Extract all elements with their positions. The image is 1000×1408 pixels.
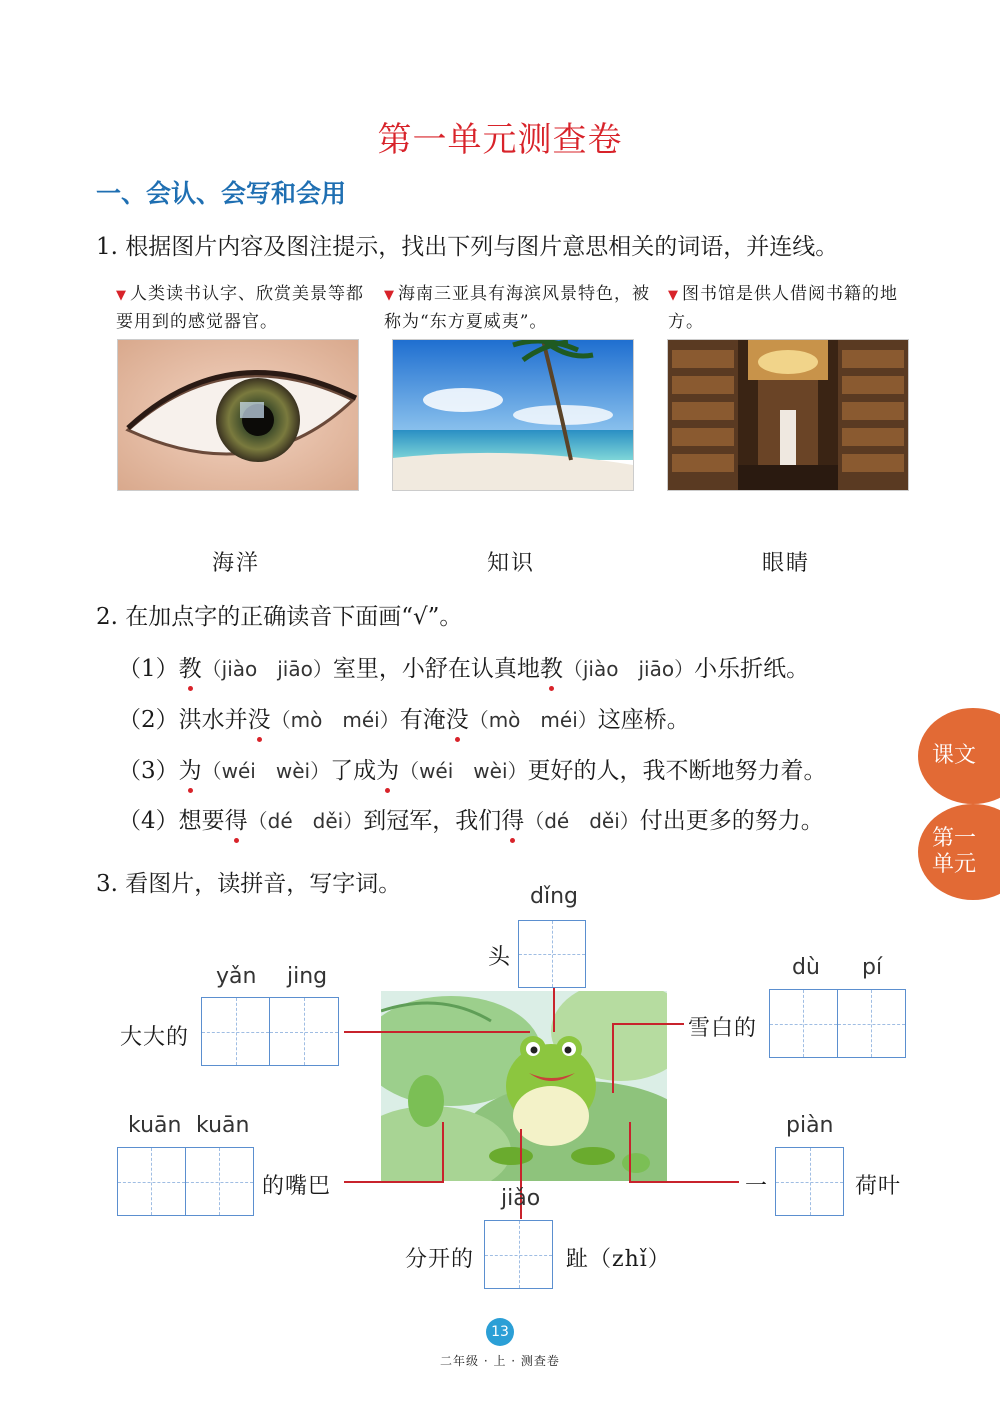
- dotted-char: 教: [539, 656, 563, 682]
- eye-photo: [117, 339, 359, 491]
- label-tou: 头: [488, 945, 512, 970]
- pinyin-choices[interactable]: （dé děi）: [247, 809, 364, 833]
- caption-eye: ▼ 人类读书认字、欣赏美景等都要用到的感觉器官。: [116, 284, 364, 332]
- triangle-icon: ▼: [384, 288, 395, 303]
- connector-line: [629, 1181, 739, 1183]
- label-fenkai: 分开的: [405, 1247, 475, 1272]
- triangle-icon: ▼: [668, 288, 679, 303]
- pinyin-yan: yǎn: [216, 964, 257, 989]
- pinyin-pian: piàn: [786, 1113, 834, 1138]
- q2-line-1: （1）教（jiào jiāo）室里，小舒在认真地教（jiào jiāo）小乐折纸。: [118, 656, 810, 682]
- q2-line-3: （3）为（wéi wèi）了成为（wéi wèi）更好的人，我不断地努力着。: [118, 758, 827, 784]
- q2-line-4: （4）想要得（dé děi）到冠军，我们得（dé děi）付出更多的努力。: [118, 808, 824, 834]
- pinyin-choices[interactable]: （wéi wèi）: [399, 759, 528, 783]
- pinyin-choices[interactable]: （jiào jiāo）: [201, 657, 333, 681]
- word-knowledge: 知识: [487, 551, 536, 576]
- question-2-prompt: 2. 在加点字的正确读音下面画“√”。: [96, 604, 463, 630]
- question-1-prompt: 1. 根据图片内容及图注提示，找出下列与图片意思相关的词语，并连线。: [96, 234, 839, 260]
- dotted-char: 教: [178, 656, 202, 682]
- dotted-char: 为: [178, 758, 202, 784]
- word-eyes: 眼睛: [762, 551, 811, 576]
- section-heading: 一、会认、会写和会用: [96, 179, 347, 208]
- dotted-char: 没: [247, 707, 271, 733]
- connector-line: [344, 1031, 530, 1033]
- writing-grid-jiao[interactable]: [484, 1220, 553, 1289]
- pinyin-choices[interactable]: （dé děi）: [524, 809, 640, 833]
- label-heye: 荷叶: [855, 1174, 902, 1199]
- writing-grid-dupi[interactable]: [769, 989, 906, 1058]
- tab-lesson[interactable]: 课文: [918, 708, 1000, 804]
- pinyin-kuan-2: kuān: [196, 1113, 250, 1138]
- connector-line: [442, 1122, 444, 1182]
- writing-grid-kuankuan[interactable]: [117, 1147, 254, 1216]
- dotted-char: 得: [501, 808, 525, 834]
- pinyin-pi: pí: [862, 955, 883, 980]
- library-photo: [667, 339, 909, 491]
- connector-line: [612, 1023, 614, 1093]
- label-xuebai: 雪白的: [688, 1016, 758, 1041]
- caption-library: ▼ 图书馆是供人借阅书籍的地方。: [668, 284, 898, 332]
- dotted-char: 为: [376, 758, 400, 784]
- writing-grid-ding[interactable]: [518, 920, 586, 988]
- connector-line: [344, 1181, 444, 1183]
- pinyin-choices[interactable]: （mò méi）: [270, 708, 400, 732]
- pinyin-ding: dǐng: [530, 884, 578, 909]
- pinyin-kuan-1: kuān: [128, 1113, 182, 1138]
- beach-photo: [392, 339, 634, 491]
- page-title: 第一单元测查卷: [377, 120, 623, 160]
- pinyin-choices[interactable]: （mò méi）: [468, 708, 598, 732]
- triangle-icon: ▼: [116, 288, 127, 303]
- writing-grid-pian[interactable]: [775, 1147, 844, 1216]
- pinyin-jing: jing: [287, 964, 328, 989]
- label-zuiba: 的嘴巴: [262, 1174, 332, 1199]
- label-yi: 一: [745, 1174, 769, 1199]
- pinyin-choices[interactable]: （wéi wèi）: [201, 759, 331, 783]
- footer-text: 二年级 · 上 · 测查卷: [440, 1354, 560, 1368]
- pinyin-jiao: jiǎo: [501, 1186, 541, 1211]
- pinyin-du: dù: [792, 955, 820, 980]
- pinyin-choices[interactable]: （jiào jiāo）: [562, 657, 695, 681]
- connector-line: [553, 987, 555, 1032]
- page-number: 13: [486, 1318, 514, 1346]
- writing-grid-yanjing[interactable]: [201, 997, 339, 1066]
- question-3-prompt: 3. 看图片，读拼音，写字词。: [96, 871, 402, 897]
- connector-line: [629, 1122, 631, 1182]
- caption-beach: ▼ 海南三亚具有海滨风景特色，被称为“东方夏威夷”。: [384, 284, 650, 332]
- dotted-char: 没: [445, 707, 469, 733]
- label-dada: 大大的: [120, 1025, 190, 1050]
- connector-line: [612, 1023, 684, 1025]
- dotted-char: 得: [224, 808, 248, 834]
- frog-picture: [381, 991, 667, 1181]
- label-zhi: 趾（zhǐ）: [566, 1247, 671, 1272]
- word-ocean: 海洋: [212, 551, 261, 576]
- q2-line-2: （2）洪水并没（mò méi）有淹没（mò méi）这座桥。: [118, 707, 690, 733]
- tab-unit-one[interactable]: 第一 单元: [918, 804, 1000, 900]
